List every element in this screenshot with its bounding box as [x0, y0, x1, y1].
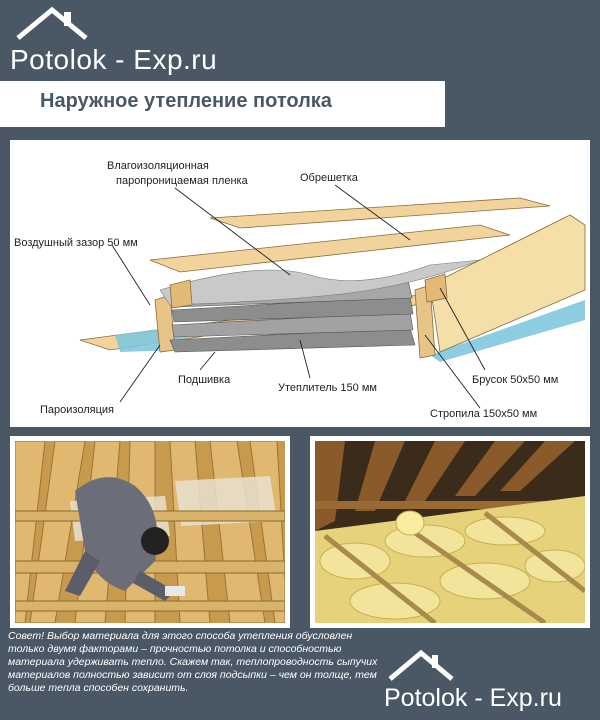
site-logo-bottom[interactable]: [380, 648, 595, 718]
page-title: Наружное утепление потолка: [40, 90, 332, 112]
label-bar: Брусок 50x50 мм: [472, 374, 559, 386]
worker-laying-insulation-image: [15, 441, 285, 623]
label-insulation: Утеплитель 150 мм: [278, 382, 377, 394]
tip-text: Совет! Выбор материала для этого способа утепления обусловлен только двумя факторами – прочностью потолка и способностью материала удерживать тепло. Скажем так, теплопроводность сыпучих материалов полностью зависит от слоя подсыпки – чем он толще, тем больше тепла способен сохранить.: [8, 630, 378, 694]
house-roof-icon: [14, 4, 90, 42]
photo-attic-mineral-wool: [310, 436, 590, 628]
site-brand: Potolok - Exp.ru: [384, 684, 562, 712]
title-banner: [0, 81, 445, 127]
site-brand: Potolok - Exp.ru: [10, 44, 218, 75]
label-lathing: Обрешетка: [300, 172, 358, 184]
label-vapor-barrier: Пароизоляция: [40, 404, 114, 416]
label-membrane-line1: Влагоизоляционная: [107, 160, 209, 172]
label-air-gap: Воздушный зазор 50 мм: [14, 237, 138, 249]
label-rafters: Стропила 150x50 мм: [430, 408, 538, 420]
label-lining: Подшивка: [178, 374, 231, 386]
attic-mineral-wool-image: [315, 441, 585, 623]
label-membrane-line2: паропроницаемая пленка: [116, 175, 248, 187]
roof-insulation-diagram: [10, 140, 590, 427]
house-roof-icon: [386, 648, 456, 682]
site-logo-top[interactable]: [6, 4, 226, 76]
photo-worker-insulation: [10, 436, 290, 628]
